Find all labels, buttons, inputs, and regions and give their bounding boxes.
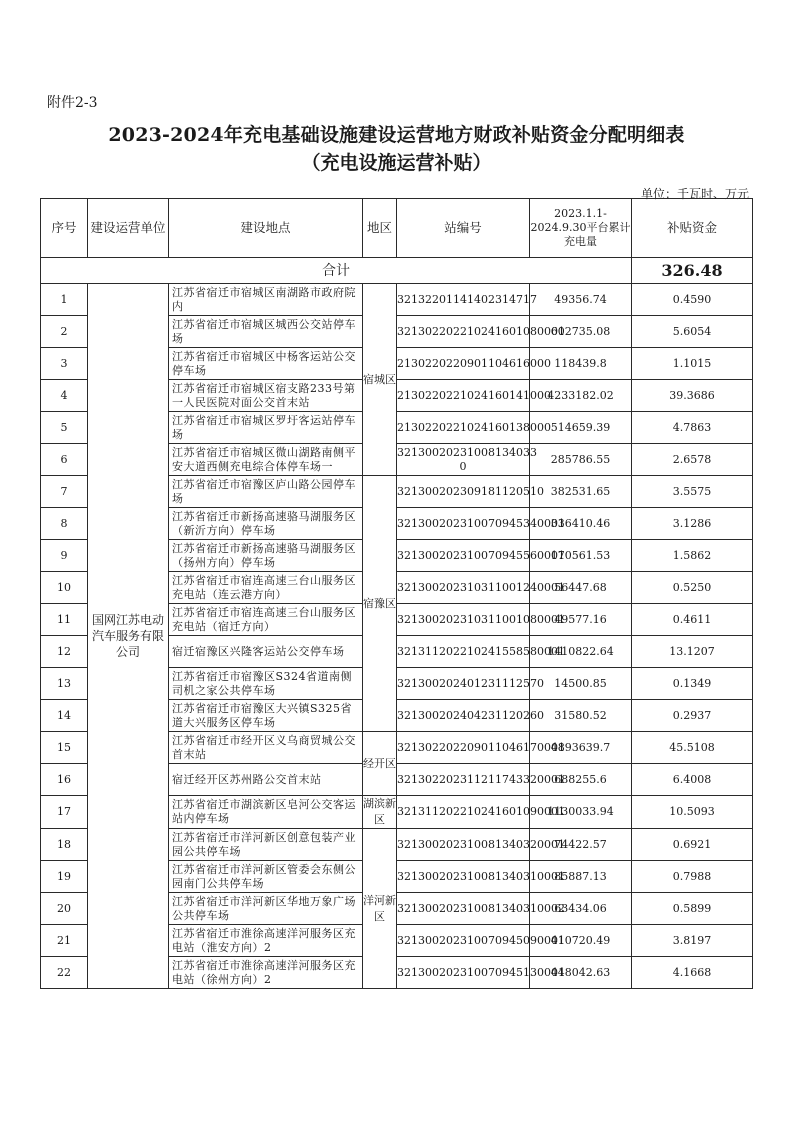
row-station-id: 32130020231008134033​0 (397, 444, 530, 476)
row-station-id: 321300202310081340310001 (397, 861, 530, 893)
header-period-energy: 2023.1.1-2024.9.30平台累计充电量 (530, 199, 632, 258)
operator-name: 国网江苏电动汽车服务有限公司 (88, 284, 169, 989)
row-station-id: 32132201141402314717 (397, 284, 530, 316)
table-title: 2023-2024年充电基础设施建设运营地方财政补贴资金分配明细表 (108, 124, 685, 146)
row-seq: 9 (41, 540, 88, 572)
row-location: 江苏省宿迁市宿城区微山湖路南侧平安大道西侧充电综合体停车场一 (169, 444, 363, 476)
row-seq: 17 (41, 796, 88, 829)
header-seq: 序号 (41, 199, 88, 258)
row-station-id: 321300202310311001080001 (397, 604, 530, 636)
row-subsidy: 1.5862 (632, 540, 753, 572)
row-subsidy: 3.8197 (632, 925, 753, 957)
row-station-id: 321300202401231112570 (397, 668, 530, 700)
row-seq: 8 (41, 508, 88, 540)
row-subsidy: 4.7863 (632, 412, 753, 444)
row-subsidy: 45.5108 (632, 732, 753, 764)
row-subsidy: 0.2937 (632, 700, 753, 732)
row-location: 江苏省宿迁市经开区义乌商贸城公交首末站 (169, 732, 363, 764)
row-station-id: 321302202209011046170001 (397, 732, 530, 764)
row-station-id: 2130220220901104616000 (397, 348, 530, 380)
row-station-id: 321300202404231120260 (397, 700, 530, 732)
row-energy: 118439.8 (530, 348, 632, 380)
row-region: 经开区 (363, 732, 397, 796)
row-station-id: 321300202309181120510 (397, 476, 530, 508)
row-station-id: 321300202310081340320001 (397, 829, 530, 861)
row-energy: 170561.53 (530, 540, 632, 572)
row-location: 江苏省宿迁市宿城区罗圩客运站停车场 (169, 412, 363, 444)
row-subsidy: 5.6054 (632, 316, 753, 348)
row-seq: 2 (41, 316, 88, 348)
row-seq: 16 (41, 764, 88, 796)
row-seq: 18 (41, 829, 88, 861)
row-subsidy: 13.1207 (632, 636, 753, 668)
row-location: 江苏省宿迁市宿城区南湖路市政府院内 (169, 284, 363, 316)
row-subsidy: 3.5575 (632, 476, 753, 508)
row-seq: 6 (41, 444, 88, 476)
row-energy: 336410.46 (530, 508, 632, 540)
row-energy: 514659.39 (530, 412, 632, 444)
row-subsidy: 1.1015 (632, 348, 753, 380)
row-energy: 4893639.7 (530, 732, 632, 764)
row-seq: 22 (41, 957, 88, 989)
row-energy: 85887.13 (530, 861, 632, 893)
row-seq: 5 (41, 412, 88, 444)
row-location: 宿迁经开区苏州路公交首末站 (169, 764, 363, 796)
row-location: 江苏省宿迁市宿城区中杨客运站公交停车场 (169, 348, 363, 380)
row-energy: 49577.16 (530, 604, 632, 636)
table-subtitle: （充电设施运营补贴） (301, 152, 492, 174)
row-region: 宿城区 (363, 284, 397, 476)
row-seq: 11 (41, 604, 88, 636)
row-seq: 21 (41, 925, 88, 957)
row-location: 江苏省宿迁市淮徐高速洋河服务区充电站（淮安方向）2 (169, 925, 363, 957)
row-location: 江苏省宿迁市宿豫区大兴镇S325省道大兴服务区停车场 (169, 700, 363, 732)
row-seq: 7 (41, 476, 88, 508)
header-location: 建设地点 (169, 199, 363, 258)
row-location: 江苏省宿迁市新扬高速骆马湖服务区（扬州方向）停车场 (169, 540, 363, 572)
row-energy: 688255.6 (530, 764, 632, 796)
row-subsidy: 0.4611 (632, 604, 753, 636)
row-energy: 74422.57 (530, 829, 632, 861)
row-subsidy: 2.6578 (632, 444, 753, 476)
row-energy: 448042.63 (530, 957, 632, 989)
row-location: 江苏省宿迁市宿连高速三台山服务区充电站（宿迁方向） (169, 604, 363, 636)
row-location: 宿迁宿豫区兴隆客运站公交停车场 (169, 636, 363, 668)
row-seq: 14 (41, 700, 88, 732)
row-seq: 3 (41, 348, 88, 380)
row-subsidy: 0.7988 (632, 861, 753, 893)
row-energy: 31580.52 (530, 700, 632, 732)
row-seq: 13 (41, 668, 88, 700)
row-energy: 602735.08 (530, 316, 632, 348)
row-energy: 14500.85 (530, 668, 632, 700)
row-subsidy: 3.1286 (632, 508, 753, 540)
row-station-id: 321311202210241558580001 (397, 636, 530, 668)
row-region: 湖滨新区 (363, 796, 397, 829)
total-row (41, 258, 753, 284)
row-seq: 10 (41, 572, 88, 604)
row-energy: 49356.74 (530, 284, 632, 316)
row-station-id: 321300202310070945560001 (397, 540, 530, 572)
unit-note: 单位：千瓦时、万元 (640, 187, 749, 201)
row-energy: 410720.49 (530, 925, 632, 957)
row-region: 洋河新区 (363, 829, 397, 989)
row-location: 江苏省宿迁市宿豫区庐山路公园停车场 (169, 476, 363, 508)
row-region: 宿豫区 (363, 476, 397, 732)
row-location: 江苏省宿迁市洋河新区管委会东侧公园南门公共停车场 (169, 861, 363, 893)
row-subsidy: 0.4590 (632, 284, 753, 316)
row-station-id: 321300202310311001240001 (397, 572, 530, 604)
row-seq: 12 (41, 636, 88, 668)
table-row (41, 284, 753, 316)
row-location: 江苏省宿迁市洋河新区创意包装产业园公共停车场 (169, 829, 363, 861)
row-energy: 285786.55 (530, 444, 632, 476)
row-subsidy: 10.5093 (632, 796, 753, 829)
row-energy: 4233182.02 (530, 380, 632, 412)
row-seq: 4 (41, 380, 88, 412)
row-seq: 15 (41, 732, 88, 764)
row-station-id: 321300202310070945130001 (397, 957, 530, 989)
row-location: 江苏省宿迁市宿城区宿支路233号第一人民医院对面公交首末站 (169, 380, 363, 412)
row-energy: 1130033.94 (530, 796, 632, 829)
row-seq: 19 (41, 861, 88, 893)
row-location: 江苏省宿迁市宿连高速三台山服务区充电站（连云港方向） (169, 572, 363, 604)
row-location: 江苏省宿迁市宿豫区S324省道南侧司机之家公共停车场 (169, 668, 363, 700)
subsidy-table (40, 198, 753, 989)
header-subsidy: 补贴资金 (632, 199, 753, 258)
row-station-id: 321302202210241601080001 (397, 316, 530, 348)
row-energy: 63434.06 (530, 893, 632, 925)
row-station-id: 321300202310081340310002 (397, 893, 530, 925)
row-location: 江苏省宿迁市淮徐高速洋河服务区充电站（徐州方向）2 (169, 957, 363, 989)
row-station-id: 321300202310070945340001 (397, 508, 530, 540)
row-location: 江苏省宿迁市湖滨新区皂河公交客运站内停车场 (169, 796, 363, 829)
row-energy: 56447.68 (530, 572, 632, 604)
row-station-id: 321302202311211743320001 (397, 764, 530, 796)
row-location: 江苏省宿迁市洋河新区华地万象广场公共停车场 (169, 893, 363, 925)
row-seq: 1 (41, 284, 88, 316)
header-region: 地区 (363, 199, 397, 258)
total-label: 合计 (41, 258, 632, 284)
row-station-id: 321300202310070945090001 (397, 925, 530, 957)
attachment-label: 附件2-3 (47, 95, 98, 111)
row-subsidy: 0.5250 (632, 572, 753, 604)
total-amount: 326.48 (632, 258, 753, 284)
row-location: 江苏省宿迁市宿城区城西公交站停车场 (169, 316, 363, 348)
row-seq: 20 (41, 893, 88, 925)
row-station-id: 321311202210241601090001 (397, 796, 530, 829)
row-location: 江苏省宿迁市新扬高速骆马湖服务区（新沂方向）停车场 (169, 508, 363, 540)
row-subsidy: 4.1668 (632, 957, 753, 989)
row-station-id: 2130220221024160141000 (397, 380, 530, 412)
row-subsidy: 0.1349 (632, 668, 753, 700)
row-subsidy: 0.6921 (632, 829, 753, 861)
row-station-id: 2130220221024160138000 (397, 412, 530, 444)
row-energy: 1410822.64 (530, 636, 632, 668)
row-subsidy: 6.4008 (632, 764, 753, 796)
header-station: 站编号 (397, 199, 530, 258)
header-operator: 建设运营单位 (88, 199, 169, 258)
row-subsidy: 0.5899 (632, 893, 753, 925)
row-energy: 382531.65 (530, 476, 632, 508)
row-subsidy: 39.3686 (632, 380, 753, 412)
